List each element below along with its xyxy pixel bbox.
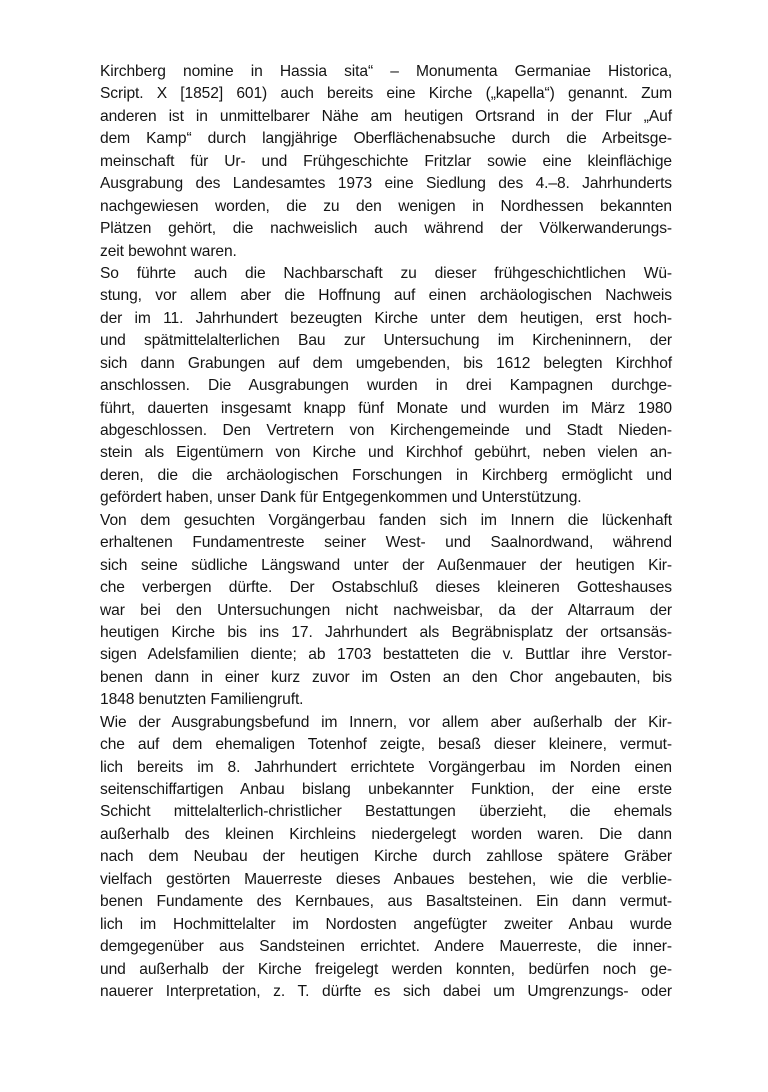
- paragraph: [100, 510, 672, 712]
- paragraph: [100, 263, 672, 510]
- text-line: außerhalb des kleinen Kirchleins niedergelegt worden waren. Die dann: [100, 825, 672, 843]
- text-line: meinschaft für Ur- und Frühgeschichte Fritzlar sowie eine kleinflächige: [100, 152, 672, 170]
- text-line: Schicht mittelalterlich-christlicher Bestattungen überzieht, die ehemals: [100, 803, 672, 821]
- text-line: lich bereits im 8. Jahrhundert errichtete Vorgängerbau im Norden einen: [100, 758, 672, 776]
- text-line: war bei den Untersuchungen nicht nachweisbar, da der Altarraum der: [100, 601, 672, 619]
- text-line: benen Fundamente des Kernbaues, aus Basaltsteinen. Ein dann vermut-: [100, 893, 672, 911]
- text-line: nach dem Neubau der heutigen Kirche durch zahllose spätere Gräber: [100, 848, 672, 866]
- text-line: und außerhalb der Kirche freigelegt werden konnten, bedürfen noch ge-: [100, 960, 672, 978]
- text-line: lich im Hochmittelalter im Nordosten angefügter zweiter Anbau wurde: [100, 915, 672, 933]
- text-line: 1848 benutzten Familiengruft.: [100, 691, 304, 709]
- text-line: sich dann Grabungen auf dem umgebenden, bis 1612 belegten Kirchhof: [100, 354, 672, 372]
- text-line: Ausgrabung des Landesamtes 1973 eine Siedlung des 4.–8. Jahrhunderts: [100, 175, 672, 193]
- text-line: nauerer Interpretation, z. T. dürfte es sich dabei um Umgrenzungs- oder: [100, 982, 672, 1000]
- text-line: der im 11. Jahrhundert bezeugten Kirche unter dem heutigen, erst hoch-: [100, 309, 672, 327]
- text-line: sich seine südliche Längswand unter der Außenmauer der heutigen Kir-: [100, 556, 672, 574]
- text-line: anschlossen. Die Ausgrabungen wurden in drei Kampagnen durchge-: [100, 377, 672, 395]
- text-line: che verbergen dürfte. Der Ostabschluß dieses kleineren Gotteshauses: [100, 579, 672, 597]
- text-line: che auf dem ehemaligen Totenhof zeigte, besaß dieser kleinere, vermut-: [100, 736, 672, 754]
- text-line: stein als Eigentümern von Kirche und Kirchhof gebührt, neben vielen an-: [100, 444, 672, 462]
- text-line: deren, die die archäologischen Forschungen in Kirchberg ermöglicht und: [100, 466, 672, 484]
- text-line: Wie der Ausgrabungsbefund im Innern, vor allem aber außerhalb der Kir-: [100, 713, 672, 731]
- text-line: dem Kamp“ durch langjährige Oberflächenabsuche durch die Arbeitsge-: [100, 130, 672, 148]
- text-line: heutigen Kirche bis ins 17. Jahrhundert als Begräbnisplatz der ortsansäs-: [100, 623, 672, 641]
- paragraph: [100, 712, 672, 1004]
- text-line: Von dem gesuchten Vorgängerbau fanden sich im Innern die lückenhaft: [100, 511, 672, 529]
- text-line: Script. X [1852] 601) auch bereits eine Kirche („kapella“) genannt. Zum: [100, 85, 672, 103]
- document-page: [100, 61, 672, 1003]
- text-line: zeit bewohnt waren.: [100, 242, 237, 260]
- text-line: und spätmittelalterlichen Bau zur Untersuchung im Kircheninnern, der: [100, 332, 672, 350]
- paragraph: [100, 61, 672, 263]
- text-line: anderen ist in unmittelbarer Nähe am heutigen Ortsrand in der Flur „Auf: [100, 107, 672, 125]
- text-line: gefördert haben, unser Dank für Entgegenkommen und Unterstützung.: [100, 489, 582, 507]
- text-line: nachgewiesen worden, die zu den wenigen in Nordhessen bekannten: [100, 197, 672, 215]
- text-line: demgegenüber aus Sandsteinen errichtet. Andere Mauerreste, die inner-: [100, 938, 672, 956]
- text-line: benen dann in einer kurz zuvor im Osten an den Chor angebauten, bis: [100, 668, 672, 686]
- text-line: stung, vor allem aber die Hoffnung auf einen archäologischen Nachweis: [100, 287, 672, 305]
- text-line: führt, dauerten insgesamt knapp fünf Monate und wurden im März 1980: [100, 399, 672, 417]
- text-line: Kirchberg nomine in Hassia sita“ – Monumenta Germaniae Historica,: [100, 63, 672, 80]
- text-line: erhaltenen Fundamentreste seiner West- und Saalnordwand, während: [100, 534, 672, 552]
- text-line: vielfach gestörten Mauerreste dieses Anbaues bestehen, wie die verblie-: [100, 870, 672, 888]
- text-line: abgeschlossen. Den Vertretern von Kirchengemeinde und Stadt Nieden-: [100, 422, 672, 439]
- text-line: Plätzen gehört, die nachweislich auch während der Völkerwanderungs-: [100, 220, 672, 238]
- text-line: So führte auch die Nachbarschaft zu dieser frühgeschichtlichen Wü-: [100, 264, 672, 282]
- text-line: seitenschiffartigen Anbau bislang unbekannter Funktion, der eine erste: [100, 781, 672, 798]
- text-line: sigen Adelsfamilien diente; ab 1703 bestatteten die v. Buttlar ihre Verstor-: [100, 646, 672, 664]
